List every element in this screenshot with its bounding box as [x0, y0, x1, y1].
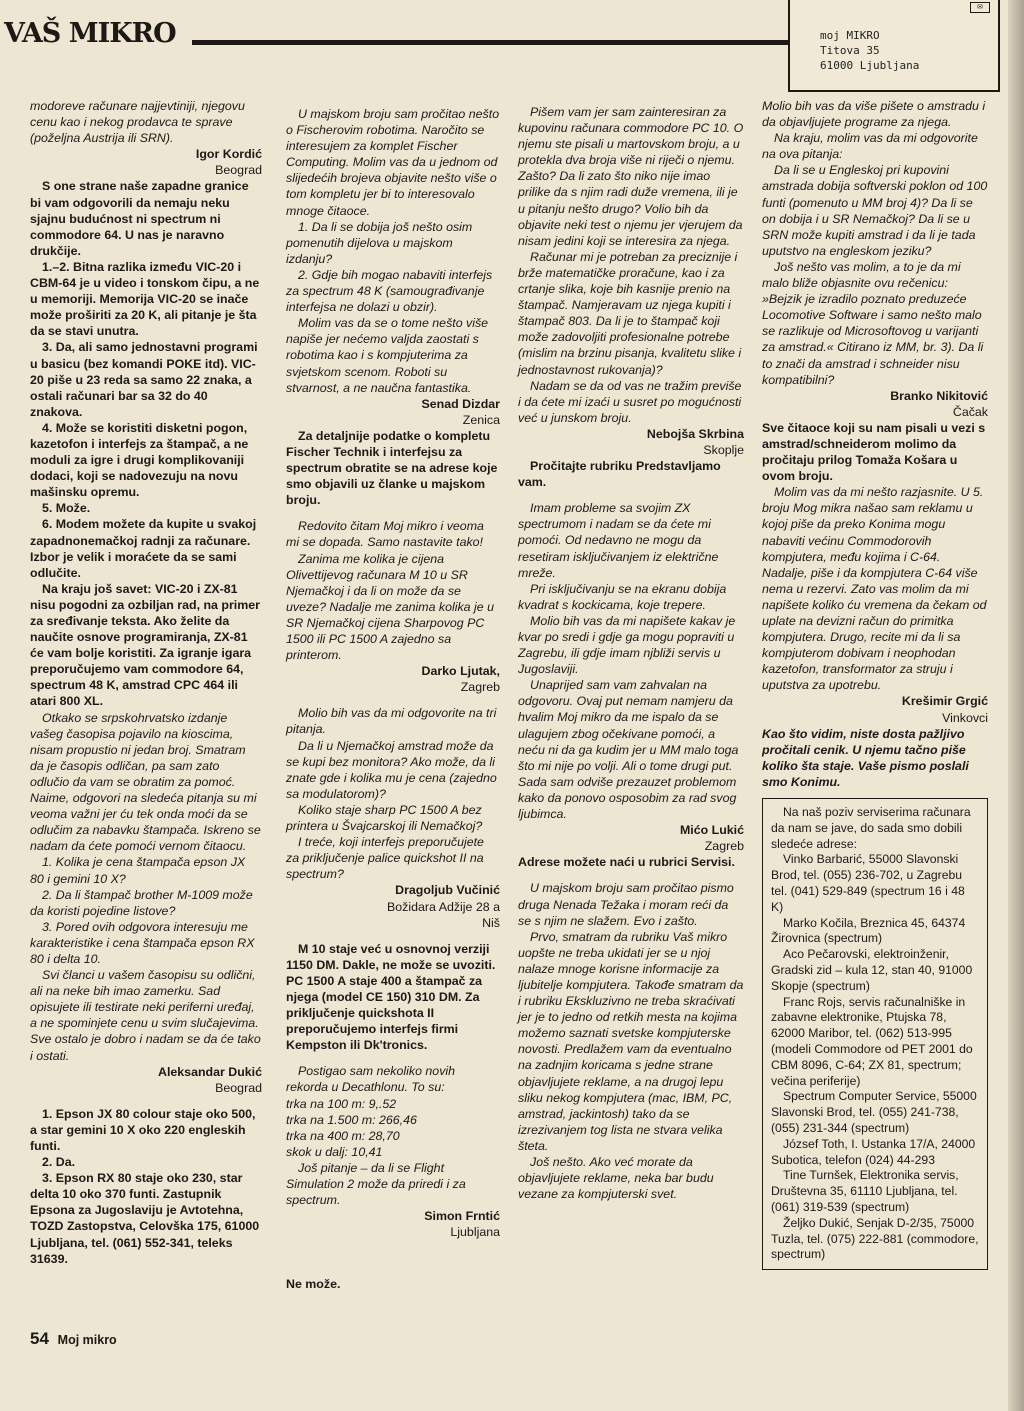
letter-text: 1. Kolika je cena štampača epson JX 80 i gemini 10 X?	[30, 855, 246, 886]
signature: Dragoljub Vučinić	[395, 883, 500, 898]
signature-place: Ljubljana	[450, 1225, 500, 1240]
answer-text: 1. Epson JX 80 colour staje oko 500, a star gemini 10 X oko 220 engleskih funti.	[30, 1106, 256, 1153]
letter-text: Nadam se da od vas ne tražim previše i da ćete mi izaći u susret po mogućnosti već u junskom broju.	[518, 378, 742, 425]
magazine-name: Moj mikro	[57, 1333, 117, 1347]
answer-text: Sve čitaoce koji su nam pisali u vezi s amstrad/schneiderom molimo da pročitaju prilog Tomaža Košara u ovom broju.	[762, 420, 986, 484]
letter-text: Imam probleme sa svojim ZX spectrumom i nadam se da ćete mi pomoći. Od nedavno ne mogu da resetiram isključivanjem iz električne mreže.	[518, 501, 719, 580]
letter-text: Još pitanje – da li se Flight Simulation 2 može da priredi i za spectrum.	[286, 1160, 466, 1208]
letter-text: Unaprijed sam vam zahvalan na odgovoru. Ovaj put nemam namjeru da hvalim Moj mikro da me ispalo da se ulagujem zbog očekivane pomoći, a neću ni da ga kudim jer u MM malo toga što mi nije po volji. Ali o tome drugi put. Sada sam odviše prezauzet problemom kako da ponovo osposobim za rad svog ljubimca.	[518, 678, 739, 822]
letter-text: Da li u Njemačkoj amstrad može da se kupi bez monitora? Ako može, da li znate gde i kolika mu je cena (zajedno sa modulatorom)?	[286, 738, 497, 801]
letter-text: Da li se u Engleskoj pri kupovini amstrada dobija softverski poklon od 100 funti (pomenuto u MM broj 4)? Da li se on dobija i u SR Nemačkoj? Da li se u SRN može kupiti amstrad i da li je tada uputstvo na engleskom jeziku?	[762, 163, 988, 258]
signature-place: Vinkovci	[942, 710, 988, 725]
signature: Darko Ljutak,	[421, 664, 500, 679]
answer-text: Pročitajte rubriku Predstavljamo vam.	[518, 459, 721, 490]
letter-text: Prvo, smatram da rubriku Vaš mikro uopšte ne treba ukidati jer se u njoj nalaze mnoge korisne informacije za ljubitelje kompjutera. Takođe smatram da i rubriku Ekskluzivno ne treba skraćivati jer je to jedno od retkih mesta na kojima možemo saznati svetske kompjuterske novosti. Predlažem vam da eventualno na zadnjim koricama s jedne strane objavljujete reklame, a na drugoj lepu sliku nekog kompjutera (mac, IBM, PC, amstrad, jackintosh) tako da se izrezivanjem tog lista ne stvara velika šteta.	[518, 929, 744, 1153]
signature: Nebojša Skrbina	[646, 426, 744, 441]
answer-text: M 10 staje već u osnovnoj verziji 1150 DM. Dakle, ne može se uvoziti. PC 1500 A staje 400 a štampač za njega (model CE 150) 310 DM. Za priključenje quickshota II preporučujemo interfejs firmi Kempston ili Dk'tronics.	[286, 941, 496, 1053]
page-edge-shadow	[1008, 0, 1024, 1411]
title-rule	[192, 40, 788, 45]
address-box	[788, 0, 1000, 92]
letter-text: 3. Pored ovih odgovora interesuju me karakteristike i cena štampača epson RX 80 i delta 10.	[30, 919, 255, 966]
letter-text: 2. Gdje bih mogao nabaviti interfejs za spectrum 48 K (samougrađivanje interfejsa ne dolazi u obzir).	[286, 267, 493, 315]
letter-text: Svi članci u vašem časopisu su odlični, ali na neke bih imao zamerku. Sad opisujete ili testirate neki periferni uređaj, a ne spominjete cenu u svim slučajevima. Sve ostalo je dobro i nadam se da će tako i ostati.	[30, 968, 261, 1063]
answer-text: S one strane naše zapadne granice bi vam odgovorili da nemaju neku sjajnu budućnost ni spectrum ni commodore 64. U nas je naravno drukčije.	[30, 179, 249, 258]
answer-text: 3. Epson RX 80 staje oko 230, star delta 10 oko 370 funti. Zastupnik Epsona za Jugoslaviju je Avtotehna, TOZD Zastopstva, Celovška 175, 61000 Ljubljana, tel. (061) 552-341, teleks 31639.	[30, 1171, 260, 1266]
letter-text: Zanima me kolika je cijena Olivettijevog računara M 10 u SR Njemačkoj i da li on može da se uveze? Nadalje me zanima kolika je u SR Njemačkoj cijena Sharpovog PC 1500 ili PC 1500 A zajedno sa printerom.	[286, 551, 494, 663]
letter-text: Molim vas da se o tome nešto više napiše jer nećemo valjda zaostati s robotima kao i s kompjuterima za svjetskom scenom. Roboti su stvarnost, a ne naučna fantastika.	[286, 316, 489, 395]
letter-text: Još nešto. Ako već morate da objavljujete reklame, neka bar budu vezane za kompjuterski svet.	[518, 1155, 714, 1202]
signature-place: Skoplje	[703, 442, 744, 457]
page-footer	[30, 1329, 117, 1349]
letter-text: 2. Da li štampač brother M-1009 može da koristi pojedine listove?	[30, 887, 253, 918]
letter-text: Postigao sam nekoliko novih rekorda u Decathlonu. To su:	[286, 1064, 456, 1095]
letter-text: Na kraju, molim vas da mi odgovorite na ova pitanja:	[762, 131, 978, 162]
signature-place: Beograd	[215, 1080, 262, 1095]
column-2	[286, 106, 500, 1292]
letter-text: 1. Da li se dobija još nešto osim pomenutih dijelova u majskom izdanju?	[286, 219, 473, 266]
box-item: Vinko Barbarić, 55000 Slavonski Brod, tel. (055) 236-702, u Zagrebu tel. (041) 529-849 (spectrum 16 i 48 K)	[771, 852, 965, 914]
page-number: 54	[30, 1329, 49, 1348]
box-item: Spectrum Computer Service, 55000 Slavonski Brod, tel. (055) 241-738, (055) 231-344 (spectrum)	[771, 1089, 977, 1135]
signature-place: Niš	[482, 915, 500, 930]
letter-text: Molim vas da mi nešto razjasnite. U 5. broju Mog mikra našao sam reklamu u kojoj piše da preko Konima mogu nabaviti većinu Commodorovih kompjutera, među kojima i C-64. Nadalje, piše i da kompjutera C-64 više nema u rezervi. Zato vas molim da mi napišete koliko ću vremena da čekam od uplate na devizni račun do primitka kompjutera. Drugo, recite mi da li sa kompjuterom dobivam i neophodan kazetofon, transformator za struju i uputstva za upotrebu.	[762, 485, 987, 693]
letter-text: Molio bih vas da više pišete o amstradu i da objavljujete programe za njega.	[762, 99, 986, 130]
letter-text: U majskom broju sam pročitao nešto o Fischerovim robotima. Naročito se interesujem za komplet Fischer Computing. Molim vas da u jednom od slijedećih brojeva objavite nešto više o tom kompletu jer bi to interesovalo mnoge čitaoce.	[286, 107, 500, 218]
letter-text: U majskom broju sam pročitao pismo druga Nenada Težaka i moram reći da se s njim ne slažem. Evo i zašto.	[518, 881, 734, 928]
signature: Simon Frntić	[424, 1209, 500, 1224]
answer-text: Ne može.	[286, 1277, 341, 1292]
signature: Aleksandar Dukić	[158, 1064, 262, 1079]
address-line: Titova 35	[820, 44, 880, 57]
letter-text: Još nešto vas molim, a to je da mi malo bliže objasnite ovu rečenicu: »Bejzik je izradilo poznato preduzeće Locomotive Software i samo nešto malo se razlikuje od Microsoftovog u varijanti za amstrad.« Citirano iz MM, br. 3). Da li to znači da amstrad i schneider nisu kompatibilni?	[762, 259, 984, 387]
record-line: trka na 1.500 m: 266,46	[286, 1112, 417, 1127]
answer-text: Na kraju još savet: VIC-20 i ZX-81 nisu pogodni za ozbiljan rad, na primer za sređivanje teksta. Ako želite da naučite osnove programiranja, ZX-81 će vam bolje koristiti. Za igranje igara preporučujemo vam commodore 64, spectrum 48 K, amstrad CPC 464 ili atari 800 XL.	[30, 581, 260, 709]
answer-text: 6. Modem možete da kupite u svakoj zapadnonemačkoj radnji za računare. Izbor je velik i moraćete da se sami odlučite.	[30, 517, 257, 580]
record-line: skok u dalj: 10,41	[286, 1144, 383, 1159]
service-addresses-box	[762, 798, 988, 1270]
answer-text: 4. Može se koristiti disketni pogon, kazetofon i interfejs za štampač, a ne moduli za igre i drugi komplikovaniji dodaci, koji se nadovezuju na novu mašinsku opremu.	[30, 420, 249, 500]
box-item: Franc Rojs, servis računalniške in zabavne elektronike, Ptujska 78, 62000 Maribor, tel. (062) 513-995 (modeli Commodore od PET 2001 do CBM 8096, C-64; ZX 81, spectrum; večina periferije)	[771, 994, 973, 1088]
answer-text: 2. Da.	[42, 1155, 76, 1170]
letter-text: I treće, koji interfejs preporučujete za priključenje palice quickshot II na spectrum?	[286, 835, 484, 882]
address-lines	[820, 28, 919, 73]
letter-text: Koliko staje sharp PC 1500 A bez printera u Švajcarskoj ili Nemačkoj?	[286, 802, 483, 834]
signature: Mićo Lukić	[679, 823, 744, 838]
signature: Branko Nikitović	[890, 388, 988, 403]
signature: Senad Dizdar	[421, 396, 500, 411]
letter-text: Molio bih vas da mi odgovorite na tri pitanja.	[286, 706, 497, 737]
answer-text: Za detaljnije podatke o kompletu Fischer Technik i interfejsu za spectrum obratite se na adrese koje smo objavili uz članke u majskom broju.	[286, 428, 498, 508]
signature-place: Zenica	[462, 412, 500, 427]
signature-place: Božidara Adžije 28 a	[387, 899, 500, 914]
signature-place: Beograd	[215, 163, 262, 178]
column-1	[30, 98, 262, 1267]
box-item: Aco Pečarovski, elektroinženir, Gradski zid – kula 12, stan 40, 91000 Skopje (spectrum)	[771, 947, 973, 993]
box-item: Marko Kočila, Breznica 45, 64374 Žirovnica (spectrum)	[771, 915, 966, 946]
letter-text: Molio bih vas da mi napišete kakav je kvar po sredi i gdje ga mogu popraviti u Zagrebu, ili gdje imam njbliži servis u Jugoslaviji.	[518, 613, 736, 677]
answer-text: 3. Da, ali samo jednostavni programi u basicu (bez komandi POKE itd). VIC-20 piše u 23 reda sa samo 22 znaka, a ostali računari bar sa 32 do 40 znakova.	[30, 340, 258, 419]
signature: Igor Kordić	[195, 147, 262, 162]
answer-text: 5. Može.	[42, 501, 91, 516]
signature-place: Zagreb	[460, 680, 500, 695]
address-line: moj MIKRO	[820, 29, 880, 42]
column-3	[518, 104, 744, 1202]
box-intro: Na naš poziv serviserima računara da nam se jave, do sada smo dobili sledeće adrese:	[771, 805, 971, 851]
record-line: trka na 400 m: 28,70	[286, 1128, 400, 1143]
signature-place: Čačak	[952, 404, 988, 419]
signature-place: Zagreb	[704, 839, 744, 854]
letter-text: Pišem vam jer sam zainteresiran za kupovinu računara commodore PC 10. O njemu ste pisali u martovskom broju, a u protekla dva broja više ni riječi o njemu. Zašto? Da li zato što niko nije imao prilike da s njim radi duže vremena, ili je u pitanju nešto drugo? Volio bih da objavite neki test o njemu jer vjerujem da nisam jedini koji se interesira za njega.	[518, 105, 744, 248]
address-line: 61000 Ljubljana	[820, 59, 920, 72]
answer-text: 1.–2. Bitna razlika između VIC-20 i CBM-64 je u video i tonskom čipu, a ne u memoriji. Memorija VIC-20 se inače može proširiti za 20 K, ali pitanje je šta da se stavi unutra.	[30, 259, 260, 339]
answer-text: Kao što vidim, niste dosta pažljivo pročitali cenik. U njemu tačno piše koliko šta staje. Vaše pismo poslali smo Konimu.	[762, 726, 969, 789]
letter-text: Redovito čitam Moj mikro i veoma mi se dopada. Samo nastavite tako!	[286, 519, 484, 550]
column-4	[762, 98, 988, 1270]
box-item: József Toth, I. Ustanka 17/A, 24000 Subotica, telefon (024) 44-293	[771, 1136, 976, 1167]
letter-text: Pri isključivanju se na ekranu dobija kvadrat s kockicama, koje trepere.	[518, 581, 727, 612]
record-line: trka na 100 m: 9,.52	[286, 1096, 397, 1111]
answer-text: Adrese možete naći u rubrici Servisi.	[518, 855, 735, 870]
envelope-icon: ✉	[970, 2, 990, 13]
box-item: Tine Turnšek, Elektronika servis, Društevna 35, 61110 Ljubljana, tel. (061) 319-539 (spectrum)	[771, 1168, 959, 1214]
signature: Krešimir Grgić	[901, 694, 988, 709]
letter-text: Računar mi je potreban za preciznije i brže matematičke proračune, kao i za crtanje slika, koje bih kasnije prenio na štampač. Namjeravam uz njega kupiti i štampač 803. Da li je to štampač koji može zadovoljiti profesionalne potrebe (mislim na brzinu pisanja, kvalitetu slike i jednostavnost rukovanja)?	[518, 249, 742, 377]
letter-text: modoreve računare najjevtiniji, njegovu cenu kao i nekog prodavca te sprave (poželjna Austrija ili SRN).	[30, 99, 245, 146]
letter-text: Otkako se srpskohrvatsko izdanje vašeg časopisa pojavilo na kioscima, nisam propustio ni jedan broj. Smatram da je časopis odličan, pa sam zato odlučio da vam se obratim za pomoć. Naime, odgovori na sledeća pitanja su mi veoma važni jer ću tek onda moći da se odlučim za nabavku štampača. Iskreno se nadam da ćete pomoći vernom čitaocu.	[30, 710, 261, 854]
section-title: VAŠ MIKRO	[4, 18, 176, 49]
box-item: Željko Dukić, Senjak D-2/35, 75000 Tuzla, tel. (075) 222-881 (commodore, spectrum)	[771, 1215, 979, 1262]
